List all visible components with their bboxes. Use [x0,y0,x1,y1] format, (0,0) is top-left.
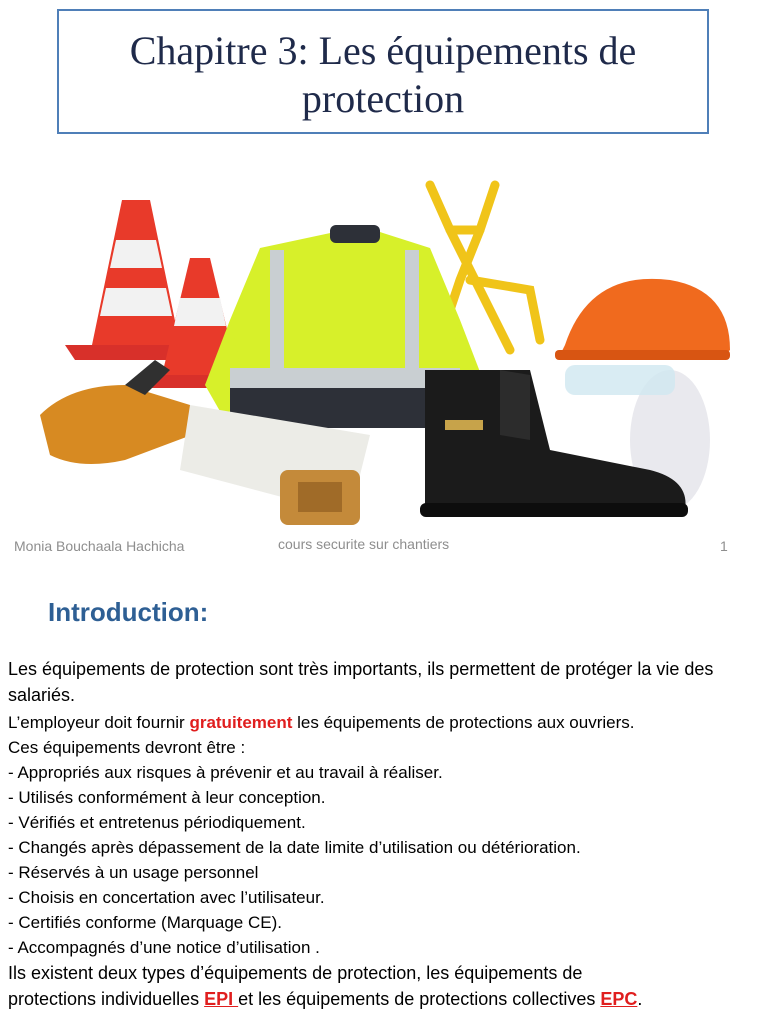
epc-label: EPC [600,989,638,1009]
epi-label: EPI [204,989,239,1009]
closing-end: . [637,989,643,1009]
protective-equipment-illustration [30,170,740,540]
footer-course: cours securite sur chantiers [278,536,450,552]
footer-page-number: 1 [720,538,728,554]
requirement-item: - Utilisés conformément à leur conception. [8,788,326,807]
requirement-item: - Certifiés conforme (Marquage CE). [8,913,282,932]
slide-title-line-2: protection [301,76,465,121]
closing-before: protections individuelles [8,989,205,1009]
para2-before: L’employeur doit fournir [8,713,190,732]
closing-mid: et les équipements de protections collectives [238,989,601,1009]
closing-line-2 [8,986,760,1012]
requirement-item: - Accompagnés d’une notice d’utilisation . [8,938,320,957]
para2-after: les équipements de protections aux ouvriers. [292,713,635,732]
slide-title-box [57,9,709,134]
requirement-item: - Changés après dépassement de la date limite d’utilisation ou détérioration. [8,838,581,857]
requirement-item: - Réservés à un usage personnel [8,863,259,882]
requirement-item: - Choisis en concertation avec l’utilisateur. [8,888,325,907]
introduction-content [8,656,760,1012]
closing-line-1: Ils existent deux types d’équipements de protection, les équipements de [8,963,583,983]
requirement-item: - Vérifiés et entretenus périodiquement. [8,813,306,832]
intro-paragraph-2 [8,710,760,735]
gratuitement-emphasis: gratuitement [189,713,293,732]
intro-paragraph-1: Les équipements de protection sont très importants, ils permettent de protéger la vie des salariés. [8,659,714,705]
slide-2 [0,585,768,1024]
introduction-heading: Introduction: [48,597,209,627]
tool-pouch [280,470,360,525]
slide-title-line-1: Chapitre 3: Les équipements de [129,28,637,73]
requirement-item: - Appropriés aux risques à prévenir et au travail à réaliser. [8,763,443,782]
requirements-intro: Ces équipements devront être : [8,738,246,757]
footer-author: Monia Bouchaala Hachicha [14,538,185,554]
